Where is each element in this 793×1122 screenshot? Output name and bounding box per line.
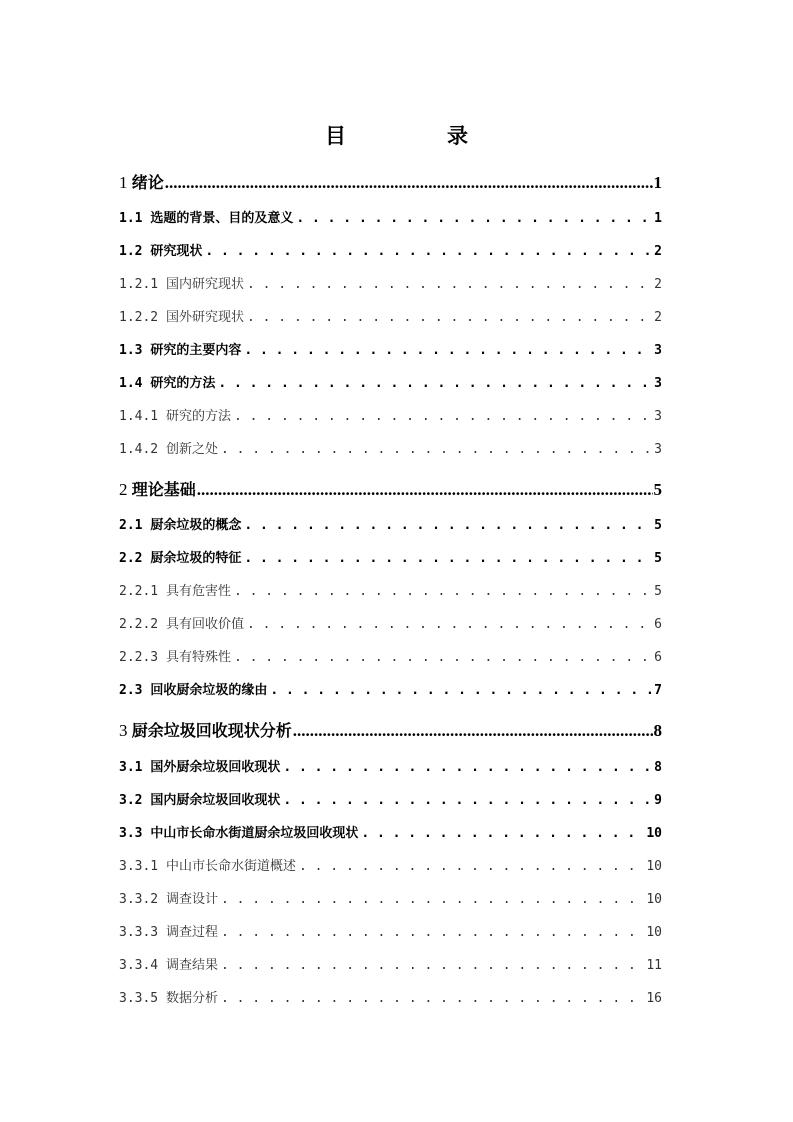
- dot-leader: [247, 617, 651, 632]
- toc-entry-number: 3: [119, 721, 128, 740]
- toc-page-number: 2: [654, 277, 662, 292]
- toc-page-number: 1: [653, 173, 662, 192]
- toc-page-number: 2: [654, 310, 662, 325]
- toc-entry[interactable]: [119, 756, 662, 776]
- toc-entry-number: 3.2: [119, 793, 143, 808]
- toc-entry[interactable]: [119, 240, 662, 260]
- toc-page-number: 6: [654, 650, 662, 665]
- toc-page-number: 1: [654, 211, 662, 226]
- dot-leader: [283, 793, 651, 808]
- toc-page-number: 10: [646, 892, 662, 907]
- toc-entry[interactable]: [119, 987, 662, 1007]
- dot-leader: [234, 409, 651, 424]
- dot-leader: [197, 480, 653, 500]
- toc-entry-title: [119, 822, 358, 841]
- toc-entry-title: [119, 756, 280, 775]
- toc-entry-text: 国内研究现状: [165, 277, 244, 292]
- toc-entry-text: 厨余垃圾回收现状分析: [131, 721, 292, 740]
- toc-entry-title: [119, 372, 215, 391]
- toc-page-number: 10: [646, 826, 662, 841]
- toc-entry-number: 2.2.2: [119, 617, 159, 632]
- toc-page-number: 3: [654, 376, 662, 391]
- toc-entry-number: 2.2: [119, 551, 143, 566]
- dot-leader: [234, 650, 651, 665]
- toc-entry-title: [119, 613, 244, 632]
- dot-leader: [244, 551, 651, 566]
- toc-entry[interactable]: [119, 954, 662, 974]
- toc-entry[interactable]: [119, 273, 662, 293]
- toc-entry-number: 3.3: [119, 826, 143, 841]
- toc-entry-title: [119, 273, 244, 292]
- toc-entry-text: 中山市长命水街道厨余垃圾回收现状: [150, 826, 359, 841]
- toc-page-number: 8: [653, 721, 662, 740]
- toc-entry-number: 1.4.1: [119, 409, 159, 424]
- toc-entry[interactable]: [119, 372, 662, 392]
- toc-entry-text: 研究的方法: [150, 376, 216, 391]
- toc-entry-text: 研究现状: [150, 244, 203, 259]
- toc-entry-title: [119, 477, 196, 500]
- toc-entry[interactable]: [119, 789, 662, 809]
- dot-leader: [234, 584, 651, 599]
- toc-page-number: 3: [654, 343, 662, 358]
- toc-page-number: 11: [646, 958, 662, 973]
- toc-entry-title: [119, 438, 218, 457]
- toc-entry-number: 3.3.4: [119, 958, 159, 973]
- toc-entry-number: 1.1: [119, 211, 143, 226]
- toc-entry-text: 数据分析: [165, 991, 218, 1006]
- toc-entry-text: 调查设计: [165, 892, 218, 907]
- toc-page-number: 10: [646, 925, 662, 940]
- toc-entry-number: 2.1: [119, 518, 143, 533]
- toc-entry-text: 厨余垃圾的概念: [150, 518, 242, 533]
- dot-leader: [283, 760, 651, 775]
- toc-entry-number: 3.1: [119, 760, 143, 775]
- toc-entry[interactable]: [119, 170, 662, 194]
- toc-entry-title: [119, 240, 202, 259]
- toc-entry[interactable]: [119, 855, 662, 875]
- toc-page-number: 7: [654, 683, 662, 698]
- toc-entry-text: 中山市长命水街道概述: [165, 859, 296, 874]
- dot-leader: [205, 244, 651, 259]
- toc-entry-text: 调查结果: [165, 958, 218, 973]
- toc-entry-number: 1.2.2: [119, 310, 159, 325]
- toc-page-number: 8: [654, 760, 662, 775]
- toc-page-number: 5: [654, 584, 662, 599]
- toc-page-number: 16: [646, 991, 662, 1006]
- toc-page-number: 3: [654, 409, 662, 424]
- toc-entry[interactable]: [119, 306, 662, 326]
- toc-title: 目 录: [325, 123, 508, 148]
- toc-entry-text: 选题的背景、目的及意义: [150, 211, 294, 226]
- toc-entry[interactable]: [119, 921, 662, 941]
- toc-page-number: 2: [654, 244, 662, 259]
- toc-entry[interactable]: [119, 477, 662, 501]
- toc-page-number: 5: [653, 480, 662, 499]
- toc-entry-number: 2.2.1: [119, 584, 159, 599]
- toc-entry-number: 1.4: [119, 376, 143, 391]
- toc-entry[interactable]: [119, 613, 662, 633]
- dot-leader: [165, 173, 653, 193]
- toc-page-number: 5: [654, 518, 662, 533]
- toc-page-number: 3: [654, 442, 662, 457]
- toc-entry-text: 创新之处: [165, 442, 218, 457]
- toc-entry-number: 2.3: [119, 683, 143, 698]
- toc-entry-text: 具有特殊性: [165, 650, 231, 665]
- dot-leader: [221, 925, 643, 940]
- toc-entry-title: [119, 855, 296, 874]
- toc-entry-title: [119, 580, 231, 599]
- toc-entry-title: [119, 306, 244, 325]
- toc-entry[interactable]: [119, 718, 662, 742]
- toc-entry-text: 国外厨余垃圾回收现状: [150, 760, 281, 775]
- toc-entry-title: [119, 646, 231, 665]
- toc-entry[interactable]: [119, 822, 662, 842]
- toc-entry-title: [119, 339, 241, 358]
- toc-entry-number: 3.3.5: [119, 991, 159, 1006]
- toc-entry-text: 具有危害性: [165, 584, 231, 599]
- toc-page-number: 6: [654, 617, 662, 632]
- toc-entry-title: [119, 405, 231, 424]
- dot-leader: [221, 991, 643, 1006]
- toc-page-number: 5: [654, 551, 662, 566]
- dot-leader: [244, 518, 651, 533]
- toc-page-number: 10: [646, 859, 662, 874]
- toc-entry-text: 研究的主要内容: [150, 343, 242, 358]
- toc-entry-title: [119, 547, 241, 566]
- toc-entry-number: 3.3.1: [119, 859, 159, 874]
- toc-entry[interactable]: [119, 679, 662, 699]
- dot-leader: [221, 892, 643, 907]
- dot-leader: [296, 211, 651, 226]
- toc-entry-number: 3.3.3: [119, 925, 159, 940]
- dot-leader: [361, 826, 643, 841]
- dot-leader: [299, 859, 643, 874]
- toc-entry-title: [119, 888, 218, 907]
- toc-entry[interactable]: [119, 888, 662, 908]
- dot-leader: [221, 958, 643, 973]
- toc-entry-title: [119, 718, 292, 741]
- toc-entry-text: 国外研究现状: [165, 310, 244, 325]
- dot-leader: [293, 721, 653, 741]
- toc-entry-number: 2.2.3: [119, 650, 159, 665]
- toc-entry-title: [119, 207, 293, 226]
- toc-entry-number: 1.3: [119, 343, 143, 358]
- toc-entry-text: 研究的方法: [165, 409, 231, 424]
- toc-entry[interactable]: [119, 580, 662, 600]
- toc-entry-title: [119, 679, 267, 698]
- dot-leader: [247, 277, 651, 292]
- toc-page-number: 9: [654, 793, 662, 808]
- toc-entry-number: 1.2: [119, 244, 143, 259]
- toc-entry-text: 理论基础: [131, 480, 196, 499]
- toc-entry[interactable]: [119, 405, 662, 425]
- toc-entry[interactable]: [119, 514, 662, 534]
- toc-entry-number: 1.2.1: [119, 277, 159, 292]
- toc-entry-number: 3.3.2: [119, 892, 159, 907]
- toc-entry[interactable]: [119, 339, 662, 359]
- toc-entry-title: [119, 987, 218, 1006]
- dot-leader: [270, 683, 651, 698]
- dot-leader: [221, 442, 651, 457]
- toc-entry-text: 回收厨余垃圾的缘由: [150, 683, 268, 698]
- toc-entry[interactable]: [119, 438, 662, 458]
- dot-leader: [244, 343, 651, 358]
- toc-entry-text: 具有回收价值: [165, 617, 244, 632]
- toc-entry[interactable]: [119, 547, 662, 567]
- toc-entry[interactable]: [119, 646, 662, 666]
- toc-entry-text: 国内厨余垃圾回收现状: [150, 793, 281, 808]
- toc-entry-title: [119, 921, 218, 940]
- dot-leader: [247, 310, 651, 325]
- toc-entry-title: [119, 954, 218, 973]
- toc-entry-text: 调查过程: [165, 925, 218, 940]
- toc-entry[interactable]: [119, 207, 662, 227]
- dot-leader: [218, 376, 651, 391]
- toc-entry-text: 厨余垃圾的特征: [150, 551, 242, 566]
- toc-entry-number: 2: [119, 480, 128, 499]
- toc-entry-number: 1.4.2: [119, 442, 159, 457]
- toc-entry-text: 绪论: [131, 173, 164, 192]
- toc-entry-title: [119, 789, 280, 808]
- toc-entry-title: [119, 170, 164, 193]
- toc-entry-number: 1: [119, 173, 128, 192]
- toc-entry-title: [119, 514, 241, 533]
